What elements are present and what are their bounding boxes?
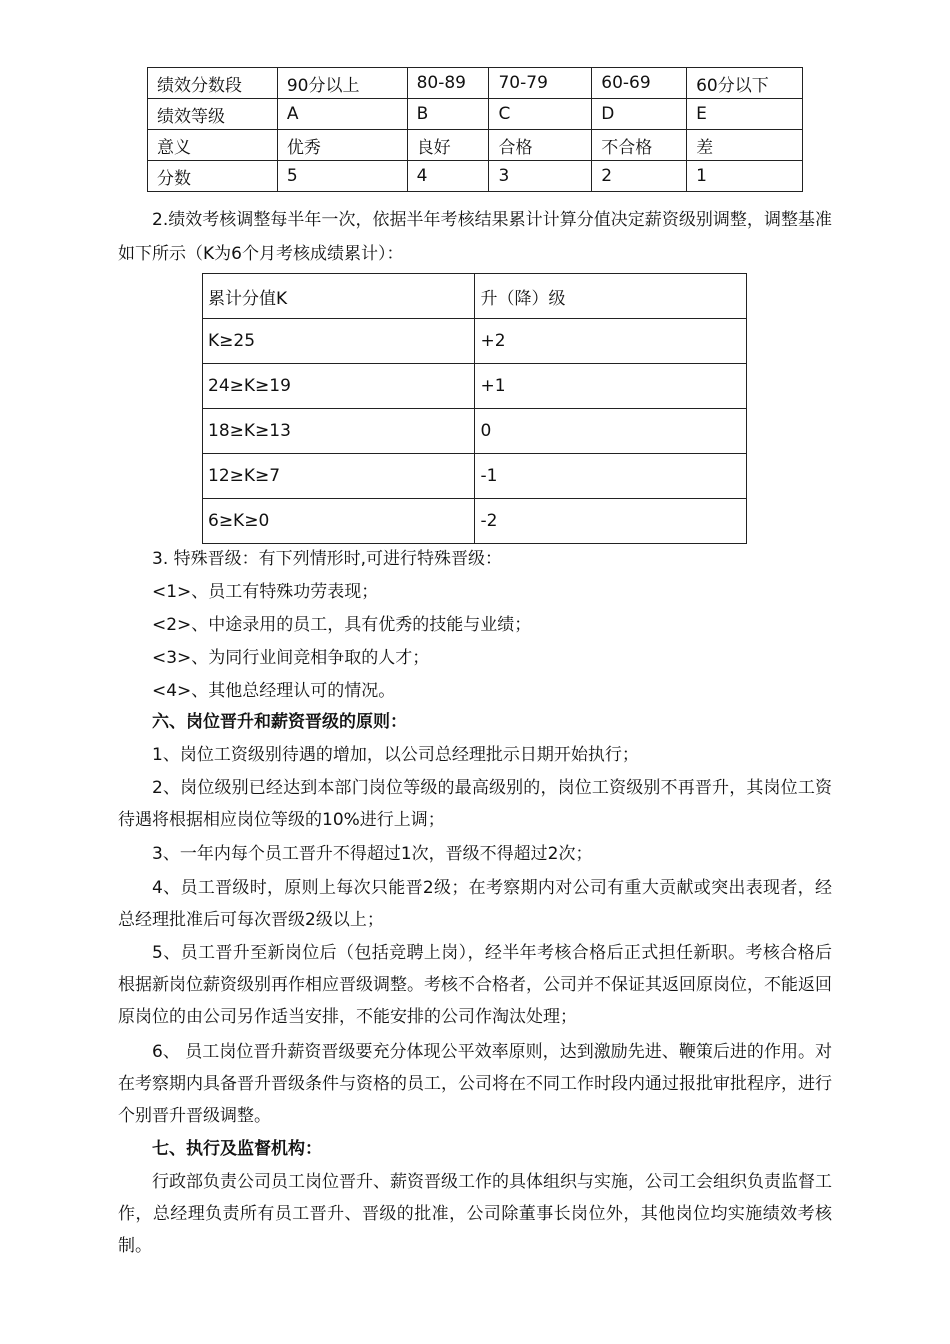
table-cell: 良好 [407, 130, 489, 161]
adjust-paragraph: 2.绩效考核调整每半年一次，依据半年考核结果累计计算分值决定薪资级别调整，调整基准如下所示（K为6个月考核成绩累计）： [118, 210, 832, 264]
table-cell: 不合格 [592, 130, 687, 161]
section-6-item: 1、岗位工资级别待遇的增加，以公司总经理批示日期开始执行； [152, 745, 639, 765]
table-cell: 合格 [489, 130, 592, 161]
table-cell: A [277, 99, 407, 130]
special-item: <1>、员工有特殊功劳表现； [152, 582, 379, 602]
table-cell: 12≥K≥7 [203, 454, 475, 499]
table-cell: 80-89 [407, 68, 489, 99]
table-row [148, 99, 803, 130]
table-cell: 6≥K≥0 [203, 499, 475, 544]
table-cell: 18≥K≥13 [203, 409, 475, 454]
table-cell: +2 [475, 319, 747, 364]
table-cell: -2 [475, 499, 747, 544]
table-cell: 0 [475, 409, 747, 454]
performance-grade-table [147, 67, 803, 192]
table-cell: 90分以上 [277, 68, 407, 99]
table-cell: 分数 [148, 161, 278, 192]
table-cell: 绩效分数段 [148, 68, 278, 99]
section-6-item: 6、 员工岗位晋升薪资晋级要充分体现公平效率原则，达到激励先进、鞭策后进的作用。对在考察期内具备晋升晋级条件与资格的员工，公司将在不同工作时段内通过报批审批程序，进行个别晋升晋级调整。 [118, 1042, 832, 1126]
table-cell: 绩效等级 [148, 99, 278, 130]
table-header-cell: 升（降）级 [475, 274, 747, 319]
section-7-heading: 七、执行及监督机构： [152, 1139, 322, 1159]
table-cell: E [687, 99, 803, 130]
table-cell: 5 [277, 161, 407, 192]
table-row [203, 454, 747, 499]
section-7-body: 行政部负责公司员工岗位晋升、薪资晋级工作的具体组织与实施，公司工会组织负责监督工作，总经理负责所有员工晋升、晋级的批准，公司除董事长岗位外，其他岗位均实施绩效考核制。 [118, 1172, 832, 1256]
table-cell: 60分以下 [687, 68, 803, 99]
section-6-item: 5、员工晋升至新岗位后（包括竞聘上岗），经半年考核合格后正式担任新职。考核合格后根据新岗位薪资级别再作相应晋级调整。考核不合格者，公司并不保证其返回原岗位，不能返回原岗位的由公司另作适当安排，不能安排的公司作淘汰处理； [118, 943, 832, 1027]
table-row [203, 499, 747, 544]
table-row [203, 319, 747, 364]
table-cell: K≥25 [203, 319, 475, 364]
table-cell: C [489, 99, 592, 130]
table-row [203, 364, 747, 409]
table-cell: 1 [687, 161, 803, 192]
section-6-item: 3、一年内每个员工晋升不得超过1次，晋级不得超过2次； [152, 844, 593, 864]
table-cell: D [592, 99, 687, 130]
table-row [203, 409, 747, 454]
table-cell: 70-79 [489, 68, 592, 99]
special-promotion-title: 3. 特殊晋级：有下列情形时,可进行特殊晋级： [152, 549, 503, 569]
table-cell: 意义 [148, 130, 278, 161]
special-item: <4>、其他总经理认可的情况。 [152, 681, 396, 701]
table-cell: 4 [407, 161, 489, 192]
section-6-item: 4、员工晋级时，原则上每次只能晋2级；在考察期内对公司有重大贡献或突出表现者，经总经理批准后可每次晋级2级以上； [118, 878, 832, 930]
table-row [148, 130, 803, 161]
table-cell: 优秀 [277, 130, 407, 161]
table-cell: 24≥K≥19 [203, 364, 475, 409]
level-adjustment-table [202, 273, 747, 544]
section-6-item: 2、岗位级别已经达到本部门岗位等级的最高级别的，岗位工资级别不再晋升，其岗位工资待遇将根据相应岗位等级的10%进行上调； [118, 778, 832, 830]
table-cell: 3 [489, 161, 592, 192]
table-cell: B [407, 99, 489, 130]
table-cell: 60-69 [592, 68, 687, 99]
table-cell: +1 [475, 364, 747, 409]
table-row [148, 68, 803, 99]
table-header-cell: 累计分值K [203, 274, 475, 319]
table-row [148, 161, 803, 192]
table-cell: -1 [475, 454, 747, 499]
section-6-heading: 六、岗位晋升和薪资晋级的原则： [152, 712, 407, 732]
table-cell: 差 [687, 130, 803, 161]
special-item: <3>、为同行业间竞相争取的人才； [152, 648, 430, 668]
table-header-row [203, 274, 747, 319]
table-cell: 2 [592, 161, 687, 192]
special-item: <2>、中途录用的员工，具有优秀的技能与业绩； [152, 615, 532, 635]
